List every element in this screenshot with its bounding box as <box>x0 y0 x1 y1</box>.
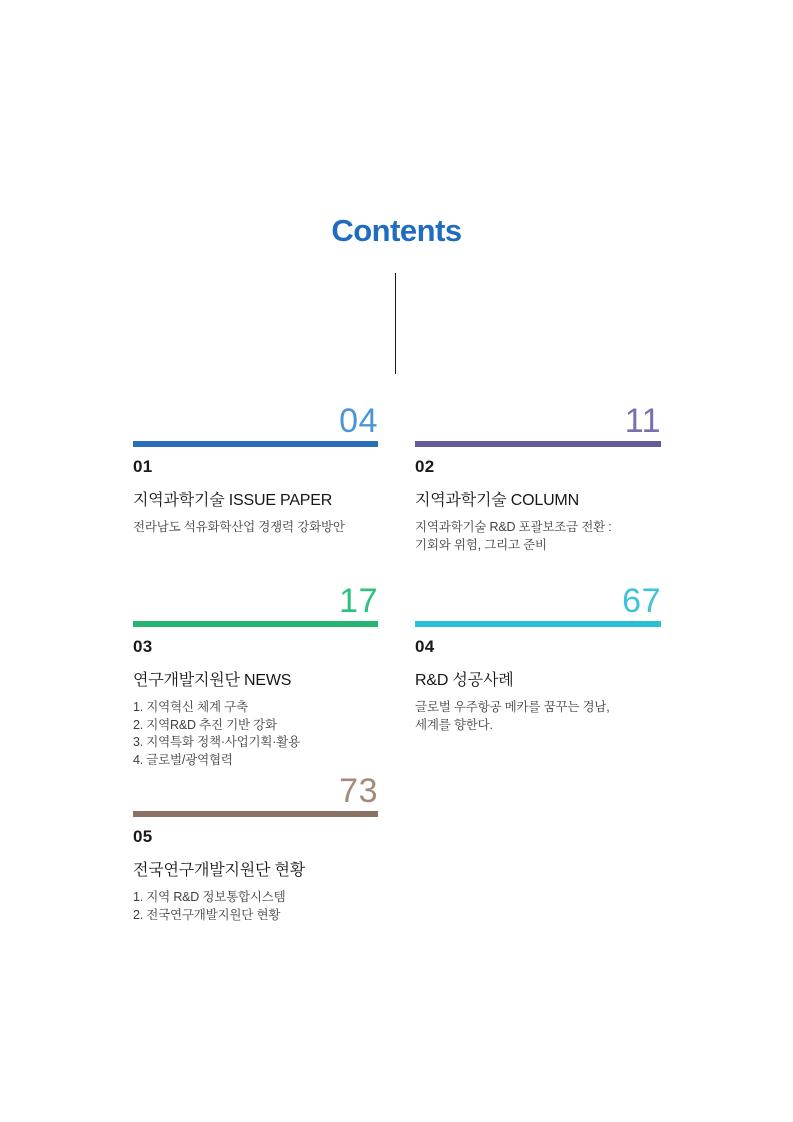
section-lines <box>133 699 378 769</box>
section-lines <box>133 889 378 924</box>
toc-section-05[interactable] <box>133 774 378 924</box>
section-line: 4. 글로벌/광역협력 <box>133 752 233 767</box>
toc-section-02[interactable] <box>415 404 661 554</box>
toc-section-03[interactable] <box>133 584 378 769</box>
section-lines <box>415 519 661 554</box>
page-number: 11 <box>624 402 661 440</box>
section-line: 2. 지역R&D 추진 기반 강화 <box>133 717 277 732</box>
section-id: 05 <box>133 827 153 846</box>
section-line: 기회와 위험, 그리고 준비 <box>415 537 547 552</box>
section-id: 02 <box>415 457 435 476</box>
toc-section-04[interactable] <box>415 584 661 734</box>
section-line: 지역과학기술 R&D 포괄보조금 전환 : <box>415 520 612 534</box>
page-number: 17 <box>339 582 378 620</box>
toc-section-01[interactable] <box>133 404 378 537</box>
section-color-bar <box>133 621 378 627</box>
page-title: Contents <box>331 213 462 248</box>
section-title: 지역과학기술 ISSUE PAPER <box>133 492 333 509</box>
section-line: 전라남도 석유화학산업 경쟁력 강화방안 <box>133 520 345 534</box>
section-color-bar <box>415 621 661 627</box>
section-id: 04 <box>415 637 435 656</box>
section-lines <box>133 519 378 537</box>
page-number: 04 <box>339 402 378 440</box>
section-line: 2. 전국연구개발지원단 현황 <box>133 907 281 922</box>
section-color-bar <box>133 441 378 447</box>
section-title: 지역과학기술 COLUMN <box>415 492 579 509</box>
section-lines <box>415 699 661 734</box>
page-number: 67 <box>622 582 661 620</box>
section-color-bar <box>415 441 661 447</box>
section-title: 연구개발지원단 NEWS <box>133 672 292 689</box>
section-line: 세계를 향한다. <box>415 717 493 732</box>
section-color-bar <box>133 811 378 817</box>
section-id: 01 <box>133 457 153 476</box>
section-title: 전국연구개발지원단 현황 <box>133 862 306 879</box>
page-number: 73 <box>339 772 378 810</box>
section-id: 03 <box>133 637 153 656</box>
section-line: 1. 지역 R&D 정보통합시스템 <box>133 890 286 904</box>
vertical-divider <box>395 273 396 374</box>
section-line: 1. 지역혁신 체계 구축 <box>133 700 248 714</box>
section-line: 3. 지역특화 정책·사업기획·활용 <box>133 735 300 749</box>
section-title: R&D 성공사례 <box>415 672 514 689</box>
section-line: 글로벌 우주항공 메카를 꿈꾸는 경남, <box>415 700 610 714</box>
